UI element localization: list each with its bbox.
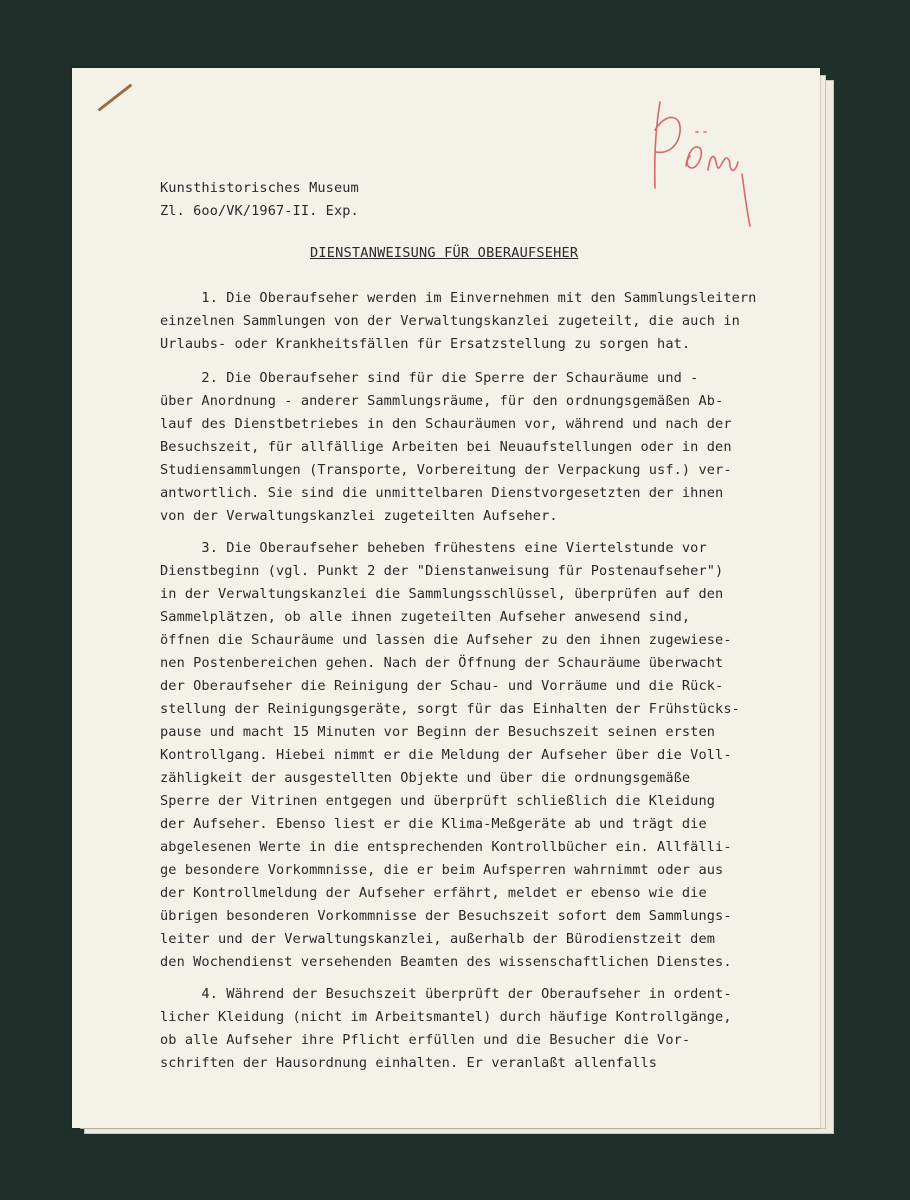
reference-number: Zl. 6oo/VK/1967-II. Exp. [160,203,359,219]
text-line: einzelnen Sammlungen von der Verwaltungskanzlei zugeteilt, die auch in [160,313,740,329]
text-line: lauf des Dienstbetriebes in den Schauräumen vor, während und nach der [160,416,732,432]
text-line: über Anordnung - anderer Sammlungsräume, für den ordnungsgemäßen Ab- [160,393,724,409]
text-line: ge besondere Vorkommnisse, die er beim Aufsperren wahrnimmt oder aus [160,862,724,878]
document-title: DIENSTANWEISUNG FÜR OBERAUFSEHER [310,245,579,261]
text-line: licher Kleidung (nicht im Arbeitsmantel) durch häufige Kontrollgänge, [160,1009,732,1025]
text-line: pause und macht 15 Minuten vor Beginn der Besuchszeit seinen ersten [160,724,716,740]
museum-name: Kunsthistorisches Museum [160,180,359,196]
text-line: zähligkeit der ausgestellten Objekte und über die ordnungsgemäße [160,770,691,786]
text-line: in der Verwaltungskanzlei die Sammlungsschlüssel, überprüfen auf den [160,586,724,602]
text-line: Dienstbeginn (vgl. Punkt 2 der "Dienstanweisung für Postenaufseher") [160,563,724,579]
text-line: Sammelplätzen, ob alle ihnen zugeteilten Aufseher anwesend sind, [160,609,691,625]
text-line: abgelesenen Werte in die entsprechenden Kontrollbücher ein. Allfälli- [160,839,732,855]
text-line: ob alle Aufseher ihre Pflicht erfüllen und die Besucher die Vor- [160,1032,691,1048]
text-line: Urlaubs- oder Krankheitsfällen für Ersatzstellung zu sorgen hat. [160,336,691,352]
text-line: stellung der Reinigungsgeräte, sorgt für das Einhalten der Frühstücks- [160,701,740,717]
handwritten-signature [646,96,764,232]
text-line: 4. Während der Besuchszeit überprüft der Oberaufseher in ordent- [160,986,732,1002]
text-line: antwortlich. Sie sind die unmittelbaren Dienstvorgesetzten der ihnen [160,485,724,501]
text-line: leiter und der Verwaltungskanzlei, außerhalb der Bürodienstzeit dem [160,931,716,947]
text-line: öffnen die Schauräume und lassen die Aufseher zu den ihnen zugewiese- [160,632,732,648]
text-line: den Wochendienst versehenden Beamten des wissenschaftlichen Dienstes. [160,954,732,970]
text-line: Kontrollgang. Hiebei nimmt er die Meldung der Aufseher über die Voll- [160,747,732,763]
text-line: nen Postenbereichen gehen. Nach der Öffnung der Schauräume überwacht [160,655,724,671]
text-line: der Aufseher. Ebenso liest er die Klima-Meßgeräte ab und trägt die [160,816,707,832]
text-line: Sperre der Vitrinen entgegen und überprüft schließlich die Kleidung [160,793,716,809]
text-line: 1. Die Oberaufseher werden im Einvernehmen mit den Sammlungsleitern [160,290,757,306]
text-line: 3. Die Oberaufseher beheben frühestens eine Viertelstunde vor [160,540,707,556]
text-line: der Oberaufseher die Reinigung der Schau- und Vorräume und die Rück- [160,678,724,694]
text-line: übrigen besonderen Vorkommnisse der Besuchszeit sofort dem Sammlungs- [160,908,732,924]
text-line: von der Verwaltungskanzlei zugeteilten Aufseher. [160,508,558,524]
text-line: Studiensammlungen (Transporte, Vorbereitung der Verpackung usf.) ver- [160,462,732,478]
text-line: schriften der Hausordnung einhalten. Er veranlaßt allenfalls [160,1055,658,1071]
text-line: der Kontrollmeldung der Aufseher erfährt, meldet er ebenso wie die [160,885,707,901]
text-line: 2. Die Oberaufseher sind für die Sperre der Schauräume und - [160,370,699,386]
text-line: Besuchszeit, für allfällige Arbeiten bei Neuaufstellungen oder in den [160,439,732,455]
